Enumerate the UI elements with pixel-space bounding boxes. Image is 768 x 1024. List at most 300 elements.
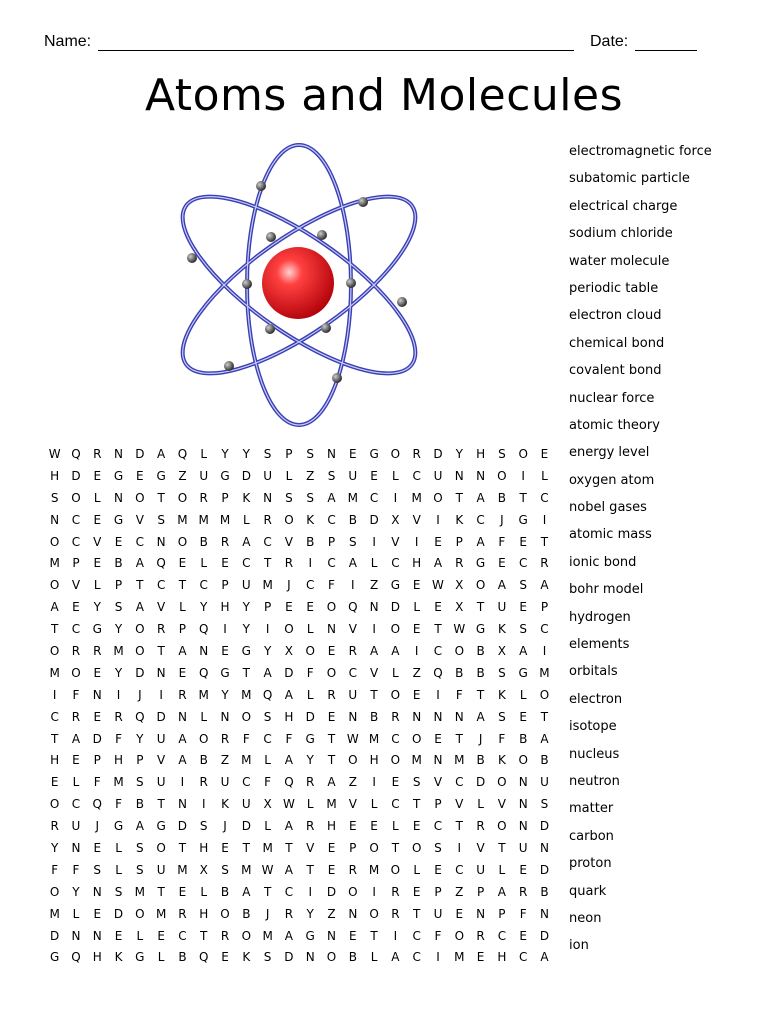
grid-letter[interactable]: K (242, 490, 251, 505)
grid-letter[interactable]: I (52, 687, 57, 702)
grid-letter[interactable]: L (264, 819, 271, 834)
grid-letter[interactable]: G (220, 665, 230, 680)
grid-letter[interactable]: C (540, 490, 549, 505)
grid-letter[interactable]: N (518, 775, 528, 790)
grid-letter[interactable]: E (93, 665, 102, 680)
grid-letter[interactable]: A (348, 556, 357, 571)
grid-letter[interactable]: N (92, 928, 102, 943)
grid-letter[interactable]: O (220, 906, 230, 921)
grid-letter[interactable]: R (306, 819, 315, 834)
grid-letter[interactable]: M (49, 906, 60, 921)
grid-letter[interactable]: M (411, 753, 422, 768)
grid-letter[interactable]: N (156, 665, 166, 680)
grid-letter[interactable]: O (284, 622, 294, 637)
grid-letter[interactable]: T (455, 819, 463, 834)
grid-letter[interactable]: A (284, 687, 294, 702)
grid-letter[interactable]: D (92, 731, 102, 746)
grid-letter[interactable]: N (71, 928, 81, 943)
grid-letter[interactable]: Q (199, 950, 209, 965)
grid-letter[interactable]: U (348, 687, 358, 702)
grid-letter[interactable]: R (178, 906, 187, 921)
grid-letter[interactable]: L (519, 687, 527, 702)
grid-letter[interactable]: K (221, 797, 229, 812)
grid-letter[interactable]: L (264, 753, 271, 768)
grid-letter[interactable]: S (136, 841, 144, 856)
grid-letter[interactable]: Y (50, 841, 59, 856)
grid-letter[interactable]: K (497, 622, 506, 637)
grid-letter[interactable]: C (327, 512, 336, 527)
grid-letter[interactable]: J (478, 731, 483, 746)
grid-letter[interactable]: E (93, 468, 102, 483)
grid-letter[interactable]: S (306, 447, 315, 461)
grid-letter[interactable]: T (540, 534, 549, 549)
grid-letter[interactable]: W (282, 797, 295, 812)
grid-letter[interactable]: N (369, 600, 379, 615)
grid-letter[interactable]: W (346, 731, 359, 746)
grid-letter[interactable]: H (412, 556, 422, 571)
grid-letter[interactable]: F (115, 797, 122, 812)
grid-letter[interactable]: P (349, 841, 357, 856)
grid-letter[interactable]: Y (221, 687, 229, 702)
grid-letter[interactable]: N (433, 753, 443, 768)
grid-letter[interactable]: L (93, 578, 101, 593)
grid-letter[interactable]: Y (306, 906, 314, 921)
grid-letter[interactable]: P (540, 600, 549, 615)
grid-letter[interactable]: M (368, 731, 380, 746)
date-field[interactable] (635, 50, 697, 51)
grid-letter[interactable]: M (198, 512, 209, 527)
grid-letter[interactable]: E (412, 578, 421, 593)
grid-letter[interactable]: C (50, 709, 59, 724)
grid-letter[interactable]: P (476, 884, 485, 899)
grid-letter[interactable]: A (476, 709, 485, 724)
grid-letter[interactable]: Y (221, 447, 229, 461)
grid-letter[interactable]: Z (412, 665, 421, 680)
grid-letter[interactable]: C (71, 622, 81, 637)
grid-letter[interactable]: X (263, 797, 272, 812)
grid-letter[interactable]: B (220, 884, 230, 899)
grid-letter[interactable]: S (498, 665, 506, 680)
grid-letter[interactable]: L (200, 556, 208, 571)
grid-letter[interactable]: V (369, 665, 379, 680)
grid-letter[interactable]: V (71, 578, 81, 593)
grid-letter[interactable]: G (390, 578, 401, 593)
grid-letter[interactable]: R (199, 490, 208, 505)
grid-letter[interactable]: I (116, 687, 121, 702)
grid-letter[interactable]: F (93, 775, 101, 790)
grid-letter[interactable]: J (138, 687, 142, 702)
grid-letter[interactable]: T (413, 797, 421, 812)
grid-letter[interactable]: E (221, 556, 229, 571)
grid-letter[interactable]: S (540, 797, 549, 812)
grid-letter[interactable]: L (392, 468, 399, 483)
grid-letter[interactable]: P (498, 906, 506, 921)
grid-letter[interactable]: M (155, 906, 167, 921)
grid-letter[interactable]: N (327, 447, 336, 461)
grid-letter[interactable]: Y (242, 447, 250, 461)
grid-letter[interactable]: W (261, 862, 274, 877)
grid-letter[interactable]: O (71, 665, 81, 680)
grid-letter[interactable]: P (263, 600, 272, 615)
grid-letter[interactable]: S (199, 819, 208, 834)
grid-letter[interactable]: S (306, 490, 315, 505)
grid-letter[interactable]: I (372, 884, 376, 899)
grid-letter[interactable]: A (519, 644, 528, 659)
grid-letter[interactable]: M (411, 490, 422, 505)
grid-letter[interactable]: A (263, 665, 272, 680)
grid-letter[interactable]: N (476, 906, 486, 921)
grid-letter[interactable]: T (519, 490, 527, 505)
grid-letter[interactable]: H (50, 753, 60, 768)
grid-letter[interactable]: Y (455, 447, 463, 461)
grid-letter[interactable]: R (199, 775, 208, 790)
grid-letter[interactable]: N (454, 709, 464, 724)
grid-letter[interactable]: C (369, 490, 379, 505)
grid-letter[interactable]: T (455, 731, 463, 746)
grid-letter[interactable]: I (159, 687, 163, 702)
grid-letter[interactable]: N (92, 884, 102, 899)
grid-letter[interactable]: F (72, 687, 80, 702)
grid-letter[interactable]: D (539, 928, 550, 943)
grid-letter[interactable]: I (351, 578, 355, 593)
grid-letter[interactable]: C (263, 731, 272, 746)
grid-letter[interactable]: G (92, 622, 102, 637)
grid-letter[interactable]: R (540, 556, 549, 571)
grid-letter[interactable]: T (327, 753, 336, 768)
grid-letter[interactable]: D (539, 819, 550, 834)
grid-letter[interactable]: M (262, 841, 273, 856)
grid-letter[interactable]: O (326, 665, 337, 680)
grid-letter[interactable]: D (284, 665, 294, 680)
grid-letter[interactable]: G (156, 819, 166, 834)
grid-letter[interactable]: Z (455, 884, 464, 899)
grid-letter[interactable]: Z (306, 468, 315, 483)
grid-letter[interactable]: G (369, 447, 379, 461)
grid-letter[interactable]: T (136, 578, 144, 593)
grid-letter[interactable]: Q (199, 622, 209, 637)
grid-letter[interactable]: R (50, 819, 59, 834)
grid-letter[interactable]: A (497, 578, 506, 593)
grid-letter[interactable]: O (518, 753, 528, 768)
grid-letter[interactable]: F (51, 862, 59, 877)
grid-letter[interactable]: E (157, 928, 165, 943)
grid-letter[interactable]: H (114, 753, 124, 768)
grid-letter[interactable]: G (113, 512, 124, 527)
grid-letter[interactable]: B (114, 556, 123, 571)
grid-letter[interactable]: A (135, 556, 144, 571)
grid-letter[interactable]: A (391, 644, 400, 659)
grid-letter[interactable]: N (412, 709, 422, 724)
grid-letter[interactable]: D (71, 468, 81, 483)
grid-letter[interactable]: S (93, 862, 102, 877)
grid-letter[interactable]: D (135, 447, 145, 461)
grid-letter[interactable]: N (92, 687, 102, 702)
grid-letter[interactable]: E (434, 600, 442, 615)
grid-letter[interactable]: O (454, 644, 465, 659)
grid-letter[interactable]: C (455, 862, 464, 877)
grid-letter[interactable]: A (71, 731, 81, 746)
grid-letter[interactable]: C (412, 928, 421, 943)
grid-letter[interactable]: O (454, 928, 465, 943)
grid-letter[interactable]: Q (71, 950, 81, 965)
grid-letter[interactable]: J (500, 512, 504, 527)
grid-letter[interactable]: E (72, 753, 80, 768)
grid-letter[interactable]: M (49, 665, 60, 680)
grid-letter[interactable]: H (284, 709, 294, 724)
grid-letter[interactable]: R (412, 447, 421, 461)
grid-letter[interactable]: L (413, 600, 421, 615)
grid-letter[interactable]: Q (348, 600, 358, 615)
grid-letter[interactable]: O (475, 578, 486, 593)
grid-letter[interactable]: E (114, 534, 123, 549)
grid-letter[interactable]: I (521, 468, 525, 483)
grid-letter[interactable]: P (221, 578, 229, 593)
grid-letter[interactable]: I (180, 775, 185, 790)
grid-letter[interactable]: L (242, 512, 250, 527)
grid-letter[interactable]: B (306, 534, 315, 549)
grid-letter[interactable]: S (114, 600, 123, 615)
grid-letter[interactable]: M (539, 665, 550, 680)
grid-letter[interactable]: Y (242, 600, 250, 615)
grid-letter[interactable]: T (413, 906, 421, 921)
grid-letter[interactable]: Y (263, 644, 272, 659)
grid-letter[interactable]: B (540, 884, 549, 899)
grid-letter[interactable]: C (284, 884, 294, 899)
grid-letter[interactable]: T (498, 841, 506, 856)
grid-letter[interactable]: B (348, 950, 357, 965)
grid-letter[interactable]: B (476, 665, 485, 680)
grid-letter[interactable]: R (156, 622, 166, 637)
grid-letter[interactable]: C (412, 950, 421, 965)
grid-letter[interactable]: R (391, 884, 400, 899)
grid-letter[interactable]: O (497, 775, 507, 790)
grid-letter[interactable]: E (540, 447, 549, 461)
grid-letter[interactable]: I (436, 512, 440, 527)
grid-letter[interactable]: K (306, 512, 315, 527)
grid-letter[interactable]: C (327, 556, 336, 571)
grid-letter[interactable]: A (284, 819, 294, 834)
grid-letter[interactable]: L (200, 884, 208, 899)
grid-letter[interactable]: Z (327, 906, 336, 921)
grid-letter[interactable]: N (71, 841, 81, 856)
grid-letter[interactable]: G (220, 468, 230, 483)
grid-letter[interactable]: M (326, 797, 337, 812)
grid-letter[interactable]: L (200, 709, 208, 724)
grid-letter[interactable]: M (134, 884, 146, 899)
grid-letter[interactable]: T (263, 884, 272, 899)
grid-letter[interactable]: R (263, 512, 272, 527)
grid-letter[interactable]: Q (199, 665, 209, 680)
grid-letter[interactable]: O (411, 841, 422, 856)
grid-letter[interactable]: O (305, 644, 315, 659)
grid-letter[interactable]: Q (284, 775, 294, 790)
grid-letter[interactable]: I (414, 644, 419, 659)
grid-letter[interactable]: I (436, 950, 440, 965)
grid-letter[interactable]: V (284, 534, 294, 549)
grid-letter[interactable]: C (476, 512, 485, 527)
grid-letter[interactable]: E (434, 731, 442, 746)
grid-letter[interactable]: K (455, 512, 464, 527)
grid-letter[interactable]: G (518, 665, 528, 680)
grid-letter[interactable]: R (71, 644, 81, 659)
grid-letter[interactable]: L (541, 468, 548, 483)
grid-letter[interactable]: K (242, 950, 251, 965)
grid-letter[interactable]: E (412, 687, 421, 702)
grid-letter[interactable]: F (519, 906, 527, 921)
grid-letter[interactable]: Z (369, 578, 379, 593)
grid-letter[interactable]: E (455, 906, 464, 921)
grid-letter[interactable]: V (497, 797, 506, 812)
grid-letter[interactable]: E (221, 644, 229, 659)
grid-letter[interactable]: U (71, 819, 81, 834)
grid-letter[interactable]: T (391, 841, 400, 856)
grid-letter[interactable]: R (476, 928, 485, 943)
grid-letter[interactable]: W (48, 447, 61, 461)
grid-letter[interactable]: C (391, 556, 400, 571)
grid-letter[interactable]: U (220, 775, 230, 790)
grid-letter[interactable]: N (433, 709, 443, 724)
grid-letter[interactable]: F (285, 731, 293, 746)
grid-letter[interactable]: A (476, 490, 485, 505)
grid-letter[interactable]: A (50, 600, 59, 615)
grid-letter[interactable]: D (135, 665, 145, 680)
grid-letter[interactable]: B (348, 512, 357, 527)
grid-letter[interactable]: M (219, 512, 231, 527)
grid-letter[interactable]: M (113, 644, 124, 659)
grid-letter[interactable]: O (518, 447, 528, 461)
grid-letter[interactable]: N (50, 512, 60, 527)
grid-letter[interactable]: G (305, 928, 315, 943)
grid-letter[interactable]: C (306, 578, 315, 593)
grid-letter[interactable]: G (156, 468, 166, 483)
grid-letter[interactable]: S (263, 950, 272, 965)
grid-letter[interactable]: L (285, 468, 293, 483)
grid-letter[interactable]: R (327, 687, 336, 702)
grid-letter[interactable]: V (348, 622, 357, 637)
grid-letter[interactable]: O (71, 490, 81, 505)
grid-letter[interactable]: O (348, 753, 358, 768)
grid-letter[interactable]: O (135, 644, 145, 659)
grid-letter[interactable]: E (327, 709, 336, 724)
grid-letter[interactable]: T (306, 862, 314, 877)
grid-letter[interactable]: E (327, 644, 336, 659)
grid-letter[interactable]: R (391, 709, 400, 724)
grid-letter[interactable]: D (284, 950, 294, 965)
grid-letter[interactable]: E (519, 600, 527, 615)
grid-letter[interactable]: N (518, 819, 528, 834)
grid-letter[interactable]: N (327, 928, 336, 943)
grid-letter[interactable]: A (178, 731, 187, 746)
grid-letter[interactable]: T (50, 731, 59, 746)
grid-letter[interactable]: P (327, 534, 336, 549)
grid-letter[interactable]: E (519, 534, 527, 549)
grid-letter[interactable]: B (540, 753, 549, 768)
grid-letter[interactable]: X (497, 644, 506, 659)
grid-letter[interactable]: E (412, 884, 421, 899)
grid-letter[interactable]: R (93, 447, 102, 461)
grid-letter[interactable]: S (498, 709, 506, 724)
grid-letter[interactable]: B (519, 731, 528, 746)
grid-letter[interactable]: O (177, 534, 188, 549)
grid-letter[interactable]: O (49, 797, 60, 812)
grid-letter[interactable]: P (285, 447, 293, 461)
grid-letter[interactable]: S (263, 709, 272, 724)
grid-letter[interactable]: T (178, 578, 187, 593)
grid-letter[interactable]: A (284, 753, 294, 768)
grid-letter[interactable]: V (433, 775, 443, 790)
grid-letter[interactable]: U (433, 468, 443, 483)
grid-letter[interactable]: G (113, 468, 124, 483)
grid-letter[interactable]: L (115, 841, 122, 856)
grid-letter[interactable]: C (156, 578, 166, 593)
grid-letter[interactable]: U (156, 862, 166, 877)
grid-letter[interactable]: M (347, 490, 358, 505)
grid-letter[interactable]: N (199, 644, 209, 659)
grid-letter[interactable]: I (542, 512, 547, 527)
grid-letter[interactable]: I (457, 841, 462, 856)
grid-letter[interactable]: T (370, 928, 378, 943)
grid-letter[interactable]: L (392, 665, 399, 680)
grid-letter[interactable]: T (200, 928, 208, 943)
grid-letter[interactable]: B (178, 950, 187, 965)
grid-letter[interactable]: A (178, 644, 187, 659)
grid-letter[interactable]: O (497, 468, 507, 483)
grid-letter[interactable]: I (414, 534, 419, 549)
grid-letter[interactable]: T (370, 687, 378, 702)
grid-letter[interactable]: O (326, 600, 337, 615)
grid-letter[interactable]: G (135, 950, 145, 965)
grid-letter[interactable]: U (199, 468, 209, 483)
grid-letter[interactable]: G (113, 819, 124, 834)
grid-letter[interactable]: A (242, 534, 251, 549)
grid-letter[interactable]: P (221, 490, 229, 505)
grid-letter[interactable]: X (199, 862, 208, 877)
grid-letter[interactable]: R (284, 556, 294, 571)
grid-letter[interactable]: C (348, 665, 357, 680)
grid-letter[interactable]: T (476, 600, 485, 615)
grid-letter[interactable]: M (454, 950, 465, 965)
grid-letter[interactable]: B (199, 753, 208, 768)
grid-letter[interactable]: W (432, 578, 444, 593)
grid-letter[interactable]: A (157, 447, 166, 461)
grid-letter[interactable]: O (390, 753, 401, 768)
grid-letter[interactable]: V (306, 841, 315, 856)
grid-letter[interactable]: H (199, 841, 209, 856)
grid-letter[interactable]: L (93, 490, 101, 505)
grid-letter[interactable]: E (434, 534, 442, 549)
grid-letter[interactable]: I (542, 644, 547, 659)
grid-letter[interactable]: E (349, 928, 357, 943)
grid-letter[interactable]: S (136, 775, 144, 790)
grid-letter[interactable]: S (519, 578, 527, 593)
grid-letter[interactable]: P (434, 884, 442, 899)
grid-letter[interactable]: E (178, 884, 187, 899)
grid-letter[interactable]: Q (156, 556, 166, 571)
grid-letter[interactable]: V (157, 600, 166, 615)
grid-letter[interactable]: A (391, 950, 400, 965)
grid-letter[interactable]: S (519, 622, 527, 637)
grid-letter[interactable]: C (412, 468, 421, 483)
grid-letter[interactable]: T (157, 644, 165, 659)
grid-letter[interactable]: P (114, 578, 123, 593)
grid-letter[interactable]: A (242, 884, 251, 899)
grid-letter[interactable]: C (263, 534, 272, 549)
grid-letter[interactable]: R (220, 928, 230, 943)
grid-letter[interactable]: C (199, 578, 208, 593)
grid-letter[interactable]: O (348, 884, 358, 899)
grid-letter[interactable]: X (455, 600, 464, 615)
grid-letter[interactable]: P (434, 797, 442, 812)
